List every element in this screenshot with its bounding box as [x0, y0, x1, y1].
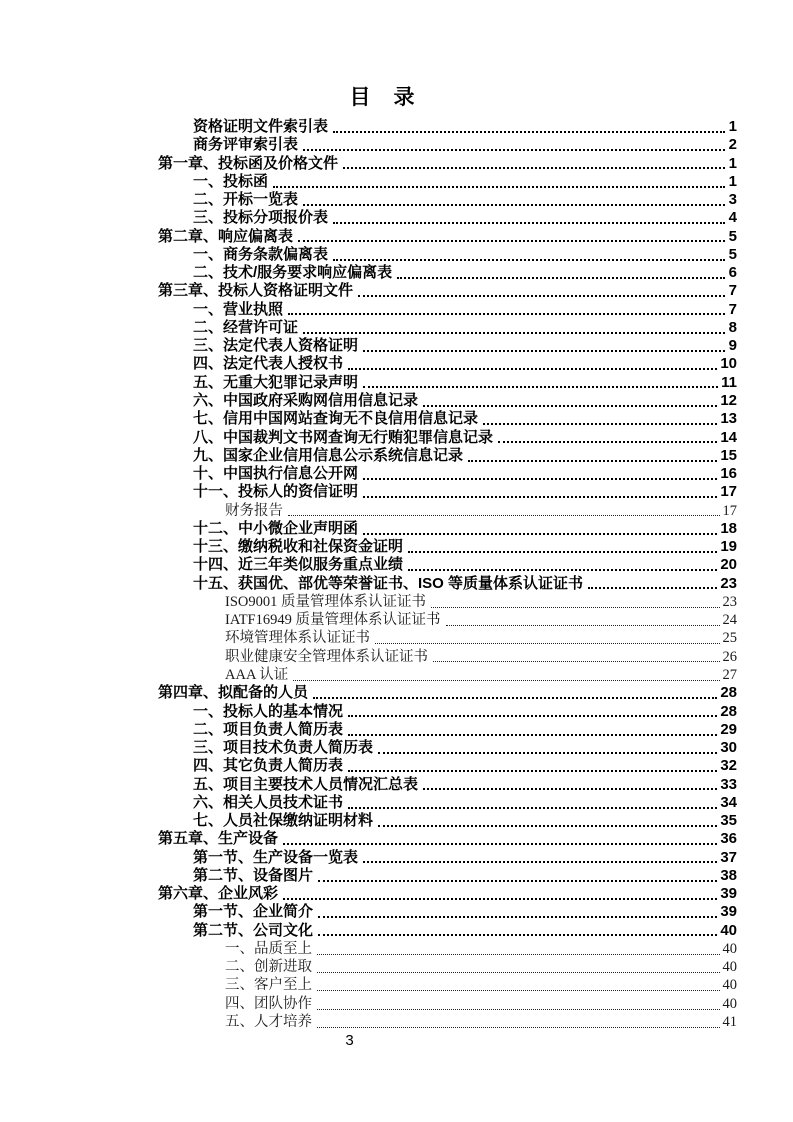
toc-entry[interactable]	[158, 465, 737, 483]
toc-entry-page: 1	[728, 172, 737, 190]
toc-entry-page: 15	[720, 446, 737, 464]
toc-entry-page: 32	[720, 757, 737, 775]
toc-entry-label: 三、法定代表人资格证明	[193, 337, 359, 355]
toc-entry-label: 六、相关人员技术证书	[193, 793, 344, 811]
toc-entry-page: 20	[720, 556, 737, 574]
toc-entry-label: 第二章、响应偏离表	[158, 227, 294, 245]
toc-entry[interactable]	[158, 575, 737, 593]
toc-entry-page: 1	[728, 118, 737, 135]
toc-entry-label: 二、项目负责人简历表	[193, 720, 344, 738]
toc-entry-label: 十四、近三年类似服务重点业绩	[193, 556, 404, 574]
toc-entry[interactable]	[158, 337, 737, 355]
toc-entry-label: 二、开标一览表	[193, 191, 299, 209]
toc-entry[interactable]	[158, 922, 737, 940]
toc-entry-page: 28	[720, 684, 737, 702]
toc-entry-label: 财务报告	[225, 502, 283, 519]
toc-entry[interactable]	[158, 447, 737, 465]
toc-entry-label: AAA 认证	[225, 666, 289, 683]
toc-entry-page: 40	[722, 959, 737, 976]
toc-entry[interactable]	[158, 885, 737, 903]
toc-entry-page: 34	[720, 793, 737, 811]
toc-entry-label: 五、无重大犯罪记录声明	[193, 373, 359, 391]
toc-entry[interactable]	[158, 410, 737, 428]
toc-entry-page: 24	[722, 612, 737, 629]
toc-entry-page: 23	[720, 574, 737, 592]
toc-entry[interactable]	[158, 648, 737, 666]
page-number: 3	[345, 1032, 354, 1049]
toc-entry[interactable]	[158, 209, 737, 227]
toc-entry-label: 第一章、投标函及价格文件	[158, 154, 339, 172]
toc-entry-page: 10	[720, 355, 737, 373]
toc-entry[interactable]	[158, 246, 737, 264]
toc-entry-label: 四、法定代表人授权书	[193, 355, 344, 373]
toc-entry-page: 28	[720, 702, 737, 720]
toc-entry[interactable]	[158, 191, 737, 209]
toc-entry[interactable]	[158, 355, 737, 373]
toc-entry-page: 39	[720, 903, 737, 921]
toc-entry-label: 第四章、拟配备的人员	[158, 684, 309, 702]
toc-entry-label: 十二、中小微企业声明函	[193, 519, 359, 537]
toc-entry[interactable]	[158, 849, 737, 867]
toc-entry-page: 35	[720, 812, 737, 830]
toc-entry-page: 27	[722, 666, 737, 683]
toc-entry-label: 一、商务条款偏离表	[193, 245, 329, 263]
toc-entry[interactable]	[158, 629, 737, 647]
toc-entry-page: 17	[720, 483, 737, 501]
toc-entry-page: 7	[728, 300, 737, 318]
toc-entry-page: 8	[728, 318, 737, 336]
toc-entry-page: 5	[728, 245, 737, 263]
toc-entry-page: 6	[728, 264, 737, 282]
toc-entry-label: 一、投标函	[193, 172, 269, 190]
toc-entry-label: 三、投标分项报价表	[193, 209, 329, 227]
toc-entry-label: 七、信用中国网站查询无不良信用信息记录	[193, 410, 479, 428]
toc-entry-page: 40	[722, 977, 737, 994]
toc-entry-page: 23	[722, 593, 737, 610]
toc-entry-label: 五、项目主要技术人员情况汇总表	[193, 775, 419, 793]
toc-entry[interactable]	[158, 721, 737, 739]
toc-entry-label: 八、中国裁判文书网查询无行贿犯罪信息记录	[193, 428, 494, 446]
toc-entry-label: 六、中国政府采购网信用信息记录	[193, 391, 419, 409]
toc-entry-page: 12	[720, 391, 737, 409]
toc-entry-label: 二、技术/服务要求响应偏离表	[193, 264, 393, 282]
toc-entry-label: 七、人员社保缴纳证明材料	[193, 812, 374, 830]
toc-entry-page: 17	[722, 502, 737, 519]
toc-entry[interactable]	[158, 958, 737, 976]
toc-entry-label: 三、客户至上	[225, 977, 312, 994]
toc-entry-page: 30	[720, 739, 737, 757]
toc-entry[interactable]	[158, 429, 737, 447]
toc-entry-label: 一、营业执照	[193, 300, 284, 318]
toc-entry[interactable]	[158, 794, 737, 812]
toc-entry[interactable]	[158, 757, 737, 775]
toc-entry-page: 5	[728, 227, 737, 245]
toc-entry[interactable]	[158, 392, 737, 410]
toc-entry-label: 三、项目技术负责人简历表	[193, 739, 374, 757]
toc-entry[interactable]	[158, 264, 737, 282]
toc-entry-label: 第二节、设备图片	[193, 866, 314, 884]
toc-entry[interactable]	[158, 976, 737, 994]
toc-entry-page: 40	[722, 995, 737, 1012]
toc-entry-label: 二、创新进取	[225, 959, 312, 976]
toc-entry-label: 职业健康安全管理体系认证证书	[225, 648, 428, 665]
toc-entry-label: 十、中国执行信息公开网	[193, 465, 359, 483]
toc-entry-page: 13	[720, 410, 737, 428]
toc-entry[interactable]	[158, 830, 737, 848]
toc-entry[interactable]	[158, 520, 737, 538]
toc-entry[interactable]	[158, 903, 737, 921]
toc-entry-page: 7	[728, 282, 737, 300]
toc-entry[interactable]	[158, 301, 737, 319]
toc-entry-page: 2	[728, 136, 737, 154]
toc-entry-label: ISO9001 质量管理体系认证证书	[225, 593, 426, 610]
toc-entry-label: IATF16949 质量管理体系认证证书	[225, 612, 441, 629]
toc-entry-label: 第一节、生产设备一览表	[193, 848, 359, 866]
toc-entry-label: 第五章、生产设备	[158, 830, 279, 848]
toc-entry[interactable]	[158, 502, 737, 520]
toc-entry-page: 3	[728, 191, 737, 209]
toc-entry-label: 一、品质至上	[225, 940, 312, 957]
toc-entry[interactable]	[158, 995, 737, 1013]
toc-entry-label: 十五、获国优、部优等荣誉证书、ISO 等质量体系认证证书	[193, 574, 584, 592]
toc-entry-page: 41	[722, 1014, 737, 1031]
toc-entry-label: 五、人才培养	[225, 1014, 312, 1031]
toc-entry-page: 40	[722, 940, 737, 957]
toc-list	[158, 118, 737, 1031]
toc-entry-label: 四、其它负责人简历表	[193, 757, 344, 775]
toc-entry-page: 40	[720, 921, 737, 939]
toc-entry[interactable]	[158, 593, 737, 611]
toc-entry[interactable]	[158, 118, 737, 136]
toc-entry-label: 一、投标人的基本情况	[193, 702, 344, 720]
toc-entry-label: 第六章、企业风彩	[158, 885, 279, 903]
toc-entry-label: 九、国家企业信用信息公示系统信息记录	[193, 446, 464, 464]
toc-entry-page: 4	[728, 209, 737, 227]
toc-entry[interactable]	[158, 173, 737, 191]
toc-entry[interactable]	[158, 319, 737, 337]
toc-entry[interactable]	[158, 483, 737, 501]
toc-entry-page: 26	[722, 648, 737, 665]
toc-entry-label: 第二节、公司文化	[193, 921, 314, 939]
toc-entry-page: 14	[720, 428, 737, 446]
toc-entry-page: 36	[720, 830, 737, 848]
toc-entry[interactable]	[158, 374, 737, 392]
toc-entry[interactable]	[158, 228, 737, 246]
toc-entry[interactable]	[158, 282, 737, 300]
toc-entry-label: 十三、缴纳税收和社保资金证明	[193, 538, 404, 556]
toc-entry-page: 33	[720, 775, 737, 793]
toc-entry[interactable]	[158, 812, 737, 830]
toc-entry[interactable]	[158, 940, 737, 958]
toc-entry-page: 37	[720, 848, 737, 866]
toc-entry[interactable]	[158, 556, 737, 574]
toc-entry-page: 16	[720, 465, 737, 483]
toc-entry-page: 39	[720, 885, 737, 903]
toc-entry-page: 18	[720, 519, 737, 537]
toc-title: 目 录	[349, 86, 416, 109]
toc-entry[interactable]	[158, 136, 737, 154]
toc-entry-page: 9	[728, 337, 737, 355]
toc-entry[interactable]	[158, 155, 737, 173]
toc-entry-page: 29	[720, 720, 737, 738]
toc-entry-label: 环境管理体系认证证书	[225, 630, 370, 647]
toc-entry-label: 资格证明文件索引表	[193, 118, 329, 135]
toc-entry-page: 25	[722, 630, 737, 647]
toc-entry-page: 1	[728, 154, 737, 172]
toc-entry-label: 商务评审索引表	[193, 136, 299, 154]
toc-entry[interactable]	[158, 611, 737, 629]
toc-entry-label: 二、经营许可证	[193, 318, 299, 336]
toc-entry[interactable]	[158, 666, 737, 684]
toc-entry-label: 十一、投标人的资信证明	[193, 483, 359, 501]
toc-entry-label: 四、团队协作	[225, 995, 312, 1012]
toc-entry[interactable]	[158, 684, 737, 702]
toc-entry[interactable]	[158, 867, 737, 885]
toc-entry-page: 38	[720, 866, 737, 884]
toc-entry-page: 19	[720, 538, 737, 556]
toc-entry[interactable]	[158, 538, 737, 556]
toc-entry[interactable]	[158, 703, 737, 721]
toc-entry[interactable]	[158, 776, 737, 794]
toc-entry[interactable]	[158, 739, 737, 757]
toc-entry-page: 11	[721, 373, 737, 391]
toc-entry[interactable]	[158, 1013, 737, 1031]
toc-entry-label: 第三章、投标人资格证明文件	[158, 282, 354, 300]
toc-entry-label: 第一节、企业简介	[193, 903, 314, 921]
